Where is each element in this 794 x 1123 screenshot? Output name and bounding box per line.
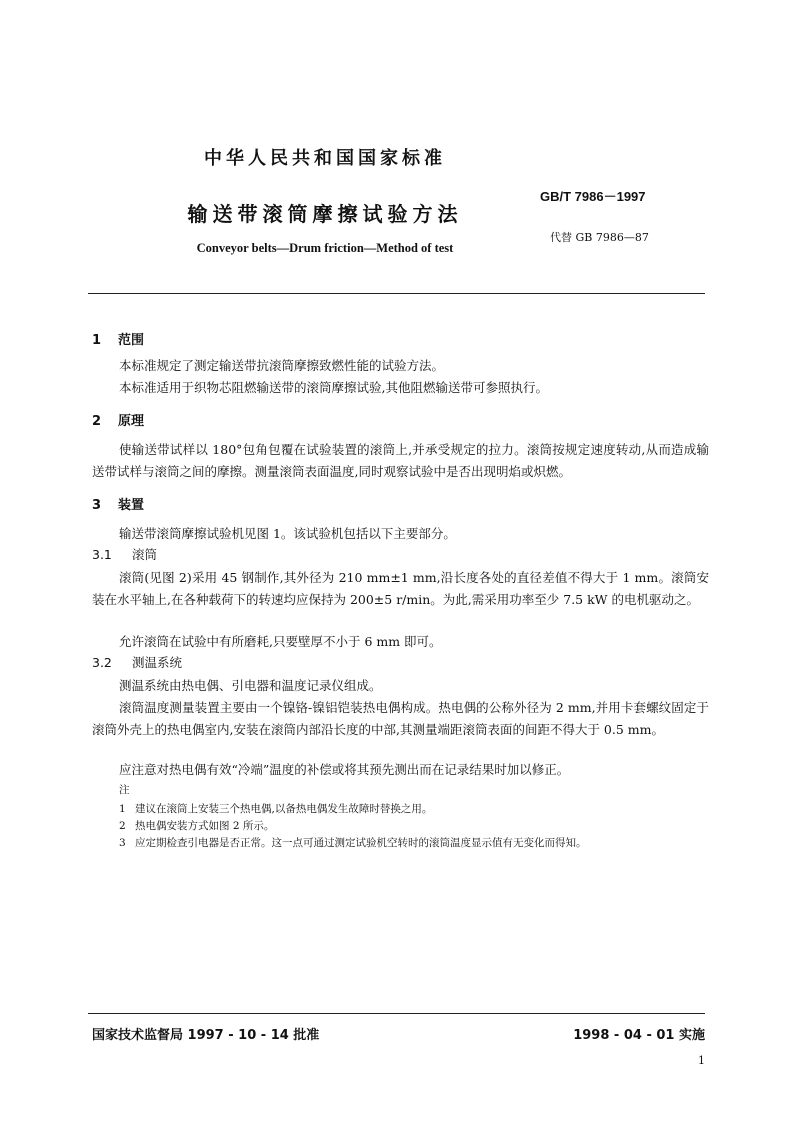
paragraph: 使输送带试样以 180°包角包覆在试验装置的滚筒上,并承受规定的拉力。滚筒按规定速度转动,从而造成输送带试样与滚筒之间的摩擦。测量滚筒表面温度,同时观察试验中是否出现明焰或炽燃。 (92, 442, 709, 479)
effective-date: 1998 - 04 - 01 实施 (573, 1028, 705, 1043)
note-item (119, 835, 709, 850)
subsection-3-1-heading (92, 545, 157, 563)
title-english: Conveyor belts—Drum friction—Method of test (196, 241, 454, 255)
replaces-note: 代替 GB 7986—87 (550, 231, 649, 244)
subsection-3-2-heading (92, 653, 182, 671)
paragraph: 输送带滚筒摩擦试验机见图 1。该试验机包括以下主要部分。 (119, 526, 456, 541)
section-title: 装置 (118, 498, 145, 513)
footer-divider (88, 1013, 705, 1014)
note-item (119, 818, 709, 833)
standard-code: GB/T 7986－1997 (540, 189, 646, 204)
paragraph: 应注意对热电偶有效“冷端”温度的补偿或将其预先测出而在记录结果时加以修正。 (119, 762, 570, 777)
section-number: 1 (92, 333, 102, 348)
section-2-heading (92, 410, 144, 429)
section-number: 2 (92, 414, 102, 429)
paragraph: 滚筒(见图 2)采用 45 钢制作,其外径为 210 mm±1 mm,沿长度各处的直径差值不得大于 1 mm。滚筒安装在水平轴上,在各种载荷下的转速均应保持为 200±5 r/min。为此,需采用功率至少 7.5 kW 的电机驱动之。 (92, 570, 709, 607)
section-title: 范围 (118, 333, 145, 348)
note-item (119, 801, 709, 816)
note-text: 应定期检查引电器是否正常。这一点可通过测定试验机空转时的滚筒温度显示值有无变化而得知。 (135, 837, 587, 849)
subsection-number: 3.1 (92, 547, 112, 562)
national-standard-heading: 中华人民共和国国家标准 (204, 148, 446, 169)
paragraph: 本标准规定了测定输送带抗滚筒摩擦致燃性能的试验方法。 (119, 358, 445, 373)
title-chinese: 输送带滚筒摩擦试验方法 (187, 202, 463, 226)
note-number: 1 (119, 803, 126, 815)
note-number: 3 (119, 837, 126, 849)
header-divider (88, 293, 705, 294)
subsection-number: 3.2 (92, 655, 112, 670)
subsection-title: 滚筒 (132, 547, 158, 562)
note-text: 热电偶安装方式如图 2 所示。 (135, 820, 275, 832)
paragraph: 滚筒温度测量装置主要由一个镍铬-镍铝铠装热电偶构成。热电偶的公称外径为 2 mm,并用卡套螺纹固定于滚筒外壳上的热电偶室内,安装在滚筒内部沿长度的中部,其测量端距滚筒表面的间距不得大于 0.5 mm。 (92, 700, 709, 737)
section-1-heading (92, 329, 144, 348)
note-number: 2 (119, 820, 126, 832)
subsection-title: 测温系统 (132, 655, 183, 670)
note-text: 建议在滚筒上安装三个热电偶,以备热电偶发生故障时替换之用。 (135, 803, 433, 815)
paragraph: 本标准适用于织物芯阻燃输送带的滚筒摩擦试验,其他阻燃输送带可参照执行。 (119, 380, 548, 395)
approval-date: 国家技术监督局 1997 - 10 - 14 批准 (92, 1028, 320, 1043)
section-3-heading (92, 494, 144, 513)
section-number: 3 (92, 498, 102, 513)
paragraph: 测温系统由热电偶、引电器和温度记录仪组成。 (119, 678, 382, 693)
page-number: 1 (698, 1054, 705, 1067)
paragraph: 允许滚筒在试验中有所磨耗,只要壁厚不小于 6 mm 即可。 (119, 634, 442, 649)
notes-label: 注 (119, 784, 130, 796)
section-title: 原理 (118, 414, 145, 429)
